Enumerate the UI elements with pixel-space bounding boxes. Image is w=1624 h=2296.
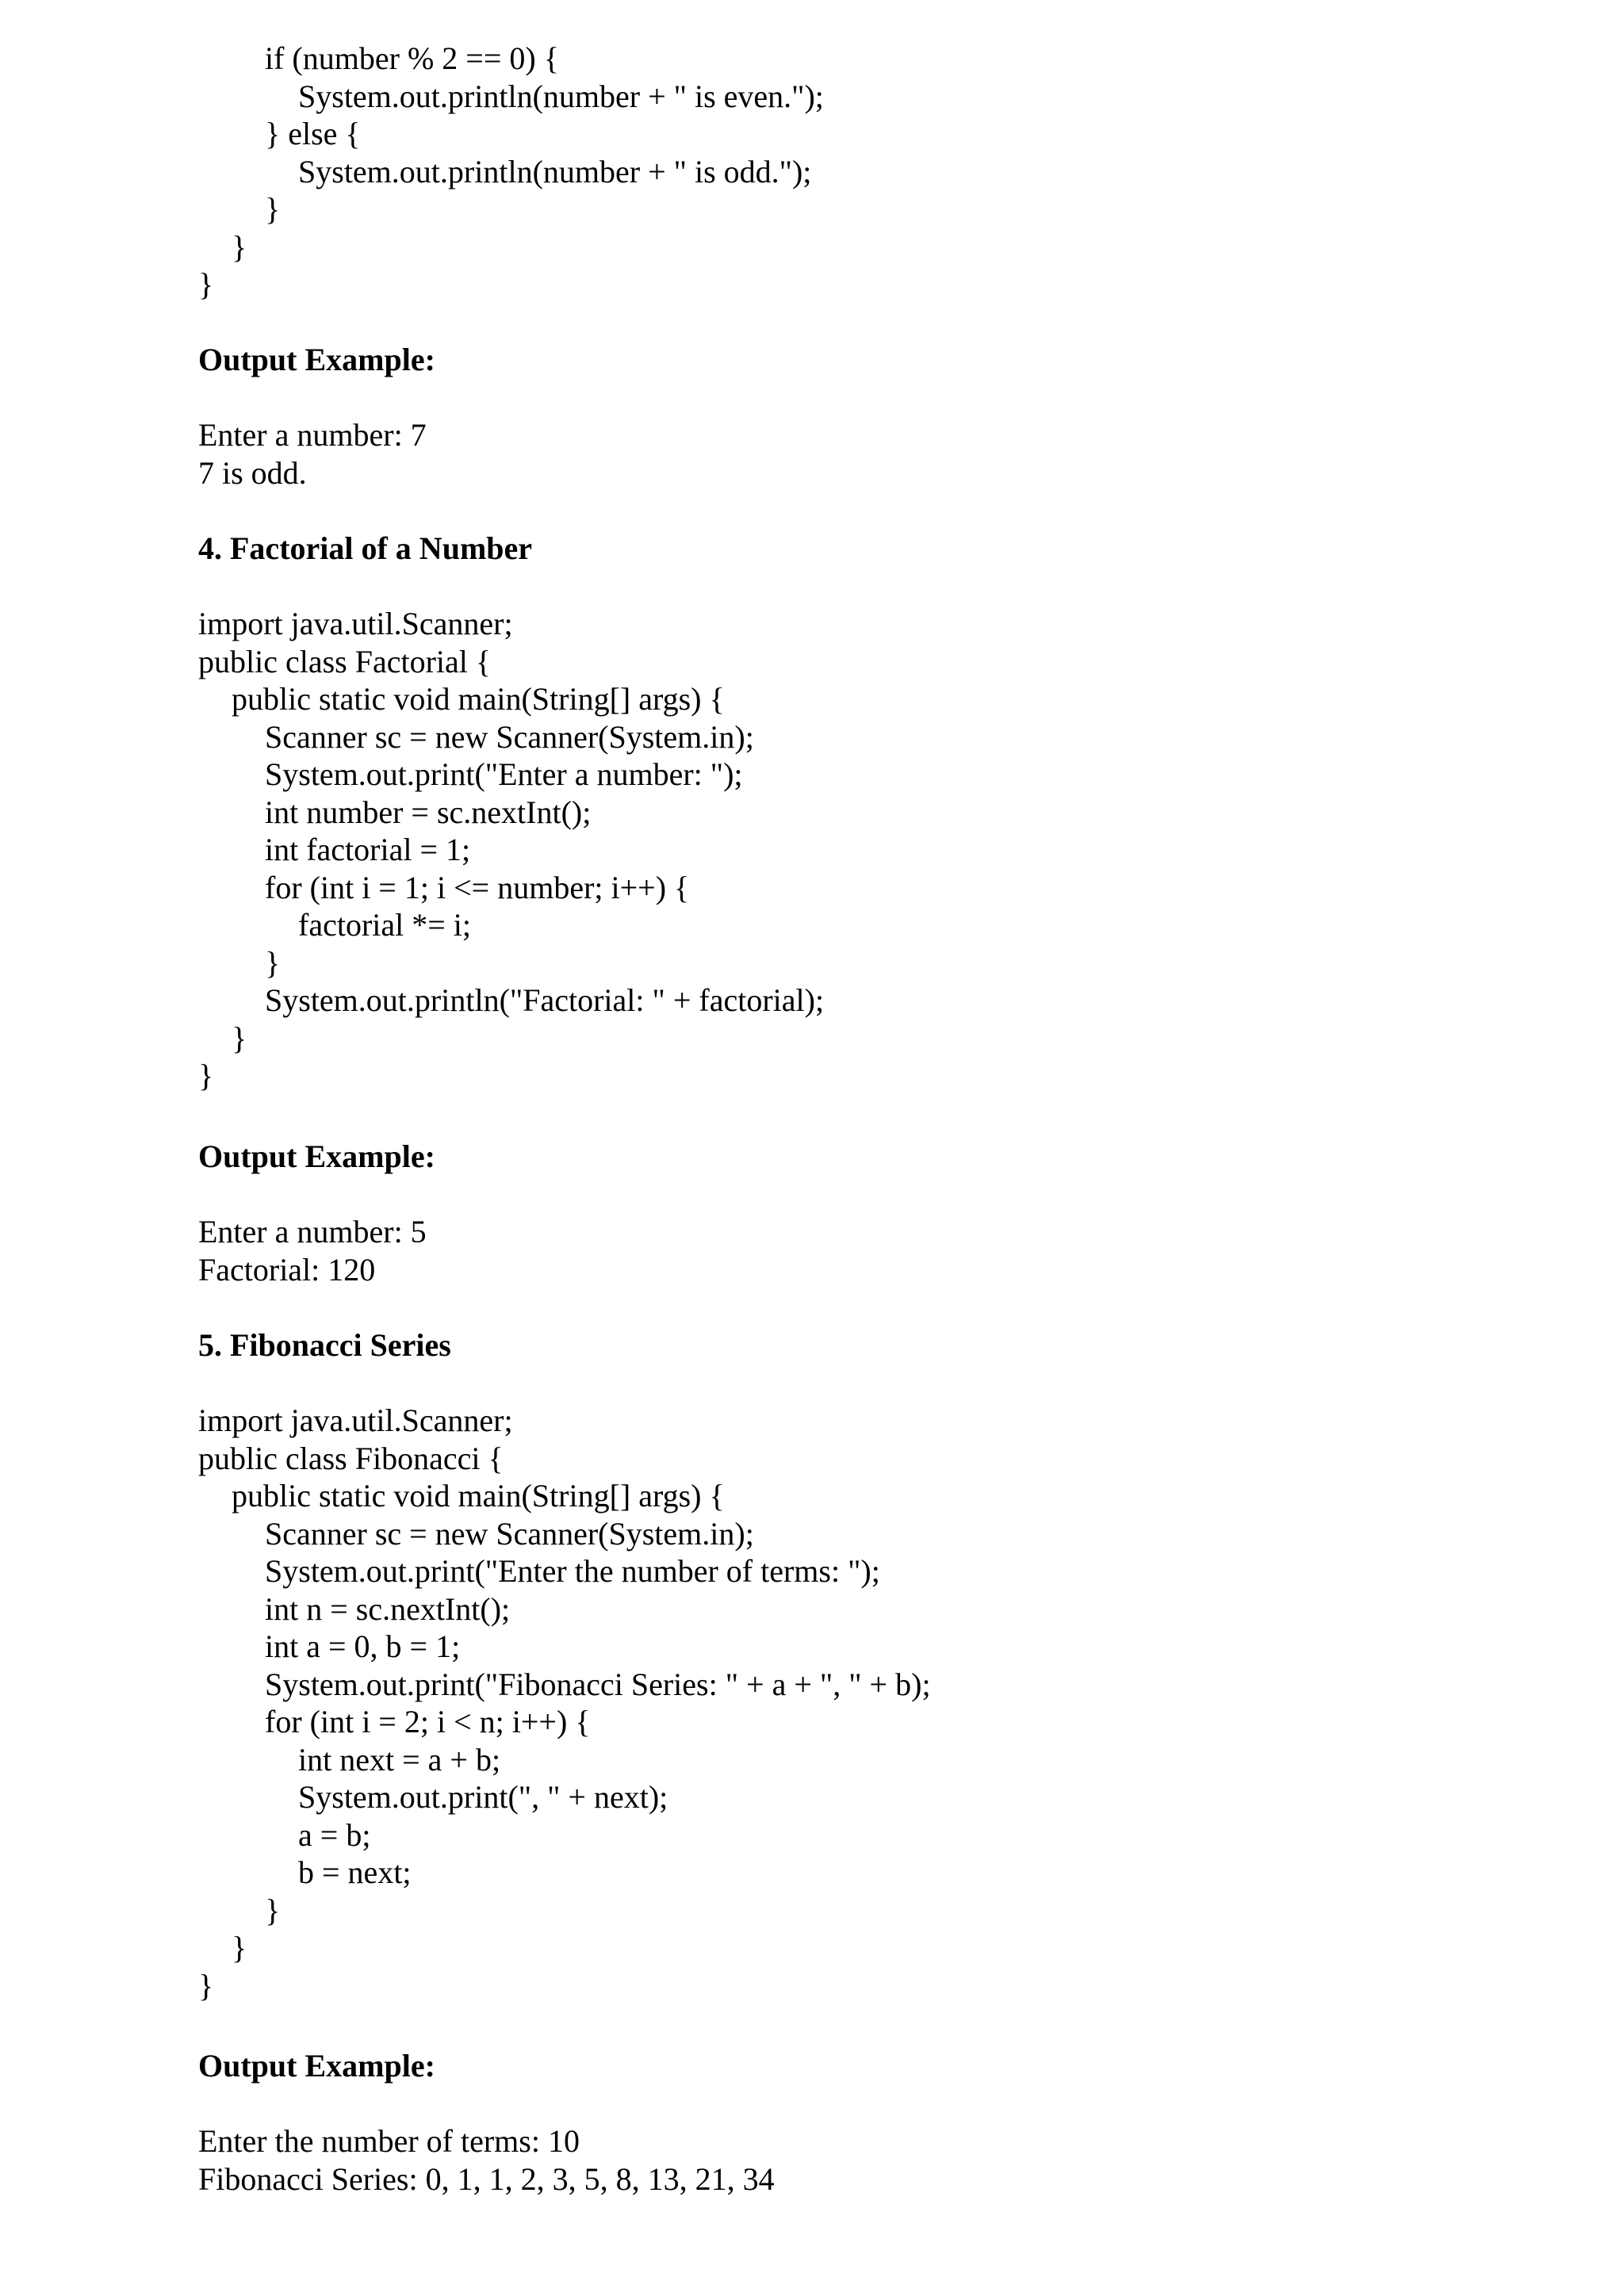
- section-heading: 4. Factorial of a Number: [198, 530, 533, 566]
- code-line: }: [232, 1020, 247, 1056]
- factorial-code-block: [198, 605, 824, 1095]
- code-line: }: [198, 1967, 214, 2003]
- code-line: System.out.print("Enter the number of terms: ");: [265, 1553, 880, 1589]
- output-line: Enter a number: 7: [198, 417, 427, 453]
- output-line: 7 is odd.: [198, 454, 307, 491]
- code-line: int n = sc.nextInt();: [265, 1590, 511, 1627]
- continued-code-block: [198, 40, 824, 304]
- code-line: public class Fibonacci {: [198, 1440, 504, 1476]
- code-line: }: [198, 1058, 214, 1093]
- code-line: import java.util.Scanner;: [198, 1402, 513, 1438]
- code-line: System.out.print("Fibonacci Series: " + a + ", " + b);: [265, 1666, 931, 1702]
- code-line: for (int i = 2; i < n; i++) {: [265, 1704, 591, 1739]
- code-line: public class Factorial {: [198, 643, 492, 679]
- factorial-output-heading: [198, 1138, 435, 1176]
- code-line: System.out.println("Factorial: " + factorial);: [265, 982, 825, 1018]
- code-line: System.out.println(number + " is even.");: [298, 78, 824, 114]
- code-line: int next = a + b;: [298, 1741, 501, 1777]
- code-line: }: [232, 1930, 247, 1965]
- output-line: Factorial: 120: [198, 1251, 376, 1288]
- code-line: a = b;: [298, 1816, 371, 1853]
- code-line: int a = 0, b = 1;: [265, 1628, 461, 1664]
- code-line: Scanner sc = new Scanner(System.in);: [265, 718, 754, 755]
- code-line: }: [265, 944, 281, 981]
- factorial-output-block: [198, 1213, 427, 1288]
- code-line: } else {: [265, 116, 361, 151]
- code-line: for (int i = 1; i <= number; i++) {: [265, 869, 690, 905]
- code-line: System.out.println(number + " is odd.");: [298, 153, 812, 189]
- code-line: }: [265, 1892, 281, 1928]
- section-heading: 5. Fibonacci Series: [198, 1327, 451, 1363]
- section-5-heading: [198, 1326, 451, 1364]
- code-line: import java.util.Scanner;: [198, 606, 513, 641]
- code-line: b = next;: [298, 1854, 412, 1890]
- output-line: Enter a number: 5: [198, 1214, 427, 1249]
- code-line: System.out.print("Enter a number: ");: [265, 756, 743, 792]
- code-line: }: [265, 191, 281, 227]
- code-line: int factorial = 1;: [265, 832, 471, 867]
- output-example-block: [198, 416, 427, 492]
- output-line: Fibonacci Series: 0, 1, 1, 2, 3, 5, 8, 13, 21, 34: [198, 2160, 775, 2197]
- section-heading: Output Example:: [198, 2048, 435, 2084]
- section-4-heading: [198, 530, 532, 568]
- section-heading: Output Example:: [198, 342, 435, 377]
- code-line: factorial *= i;: [298, 907, 472, 943]
- code-line: int number = sc.nextInt();: [265, 794, 592, 830]
- code-line: Scanner sc = new Scanner(System.in);: [265, 1515, 754, 1552]
- code-line: }: [198, 266, 214, 302]
- section-heading: Output Example:: [198, 1138, 435, 1174]
- code-line: }: [232, 228, 247, 265]
- output-line: Enter the number of terms: 10: [198, 2123, 580, 2159]
- fibonacci-output-block: [198, 2122, 775, 2198]
- fibonacci-output-heading: [198, 2047, 435, 2085]
- code-line: if (number % 2 == 0) {: [265, 40, 559, 76]
- code-line: public static void main(String[] args) {: [232, 1478, 725, 1513]
- fibonacci-code-block: [198, 1402, 931, 2004]
- output-example-heading: [198, 341, 435, 379]
- code-line: public static void main(String[] args) {: [232, 681, 725, 717]
- code-line: System.out.print(", " + next);: [298, 1779, 668, 1815]
